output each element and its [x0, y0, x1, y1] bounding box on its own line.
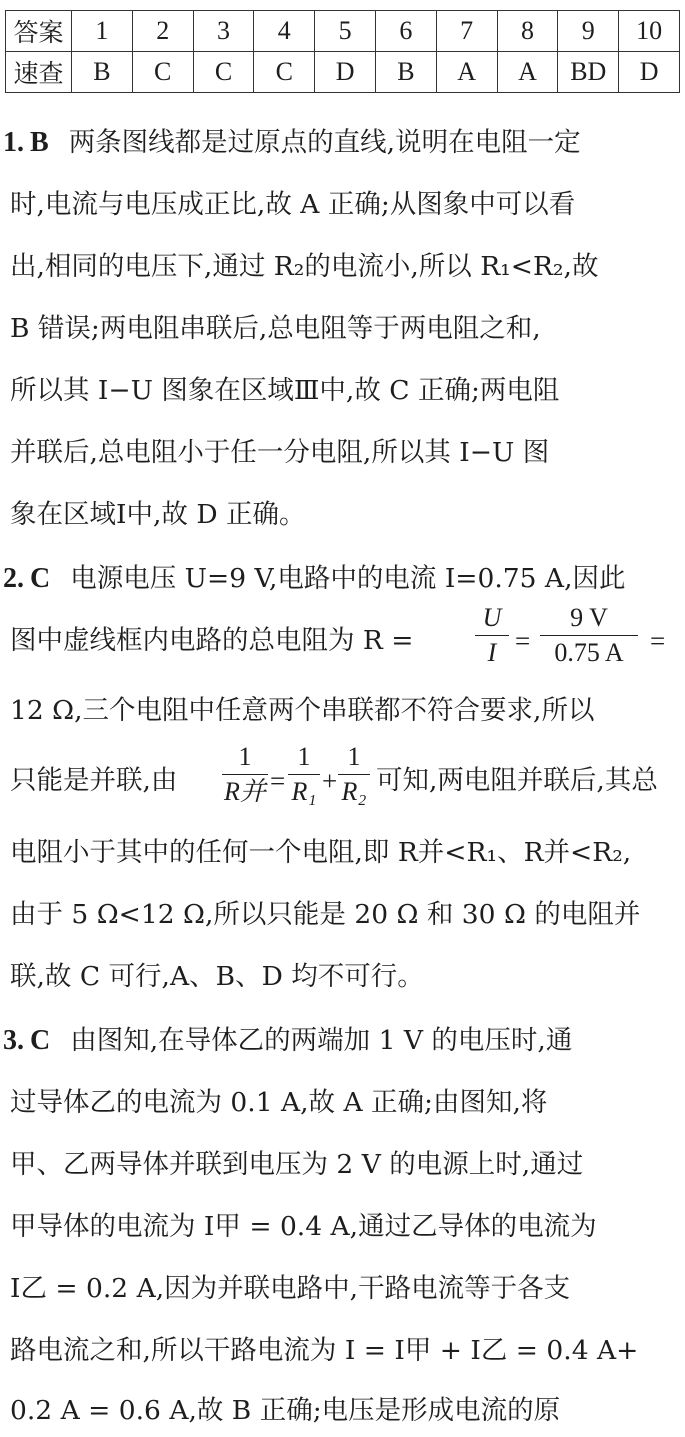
- question-number-cell: 8: [497, 11, 558, 52]
- fraction-bar: [222, 774, 268, 775]
- q3-line: [10, 1258, 685, 1320]
- q2-line: [3, 548, 685, 610]
- answer-letter: C: [30, 563, 51, 594]
- fraction-denominator: 0.75 A: [554, 638, 624, 667]
- explanation-text: 12 Ω,三个电阻中任意两个串联都不符合要求,所以: [10, 695, 595, 726]
- q1-line: [10, 174, 685, 236]
- explanation-text: 象在区域Ⅰ中,故 D 正确。: [10, 499, 306, 530]
- q3-line: [10, 1380, 685, 1437]
- q2-line: [10, 884, 685, 946]
- explanation-text: 出,相同的电压下,通过 R₂的电流小,所以 R₁<R₂,故: [10, 251, 599, 282]
- q2-line: [10, 680, 685, 742]
- q3-line: [10, 1072, 685, 1134]
- plus-sign: +: [322, 766, 338, 796]
- question-number: 3.: [3, 1025, 24, 1056]
- q3-line: [10, 1134, 685, 1196]
- question-number-cell: 10: [619, 11, 680, 52]
- explanation-text: 甲、乙两导体并联到电压为 2 V 的电源上时,通过: [10, 1149, 584, 1180]
- q2-line: [376, 750, 685, 812]
- explanation-text: 由图知,在导体乙的两端加 1 V 的电压时,通: [70, 1025, 573, 1056]
- answer-cell: A: [436, 52, 497, 93]
- answer-cell: BD: [558, 52, 619, 93]
- explanation-text: 甲导体的电流为 I甲 = 0.4 A,通过乙导体的电流为: [10, 1211, 597, 1242]
- q1-line: [10, 484, 685, 546]
- explanation-text: 两条图线都是过原点的直线,说明在电阻一定: [68, 127, 581, 158]
- q1-line: [3, 112, 685, 174]
- question-number-cell: 3: [193, 11, 254, 52]
- explanation-text: 并联后,总电阻小于任一分电阻,所以其 I−U 图: [10, 437, 550, 468]
- answer-letter: B: [30, 127, 49, 158]
- explanation-text: 图中虚线框内电路的总电阻为 R =: [10, 625, 414, 656]
- answer-cell: A: [497, 52, 558, 93]
- answer-cell: C: [193, 52, 254, 93]
- question-number-cell: 4: [254, 11, 315, 52]
- answer-letter: C: [30, 1025, 51, 1056]
- question-number-cell: 5: [315, 11, 376, 52]
- fraction: [540, 603, 638, 668]
- answer-key-answer-row: [6, 52, 680, 93]
- q3-line: [10, 1320, 685, 1382]
- fraction-denominator: R₂: [341, 777, 367, 806]
- fraction-numerator: 1: [238, 742, 252, 771]
- question-number-cell: 7: [436, 11, 497, 52]
- fraction-numerator: 1: [297, 742, 311, 771]
- fraction: [475, 603, 509, 668]
- question-number-cell: 9: [558, 11, 619, 52]
- question-number-cell: 6: [375, 11, 436, 52]
- question-number-cell: 2: [132, 11, 193, 52]
- explanation-text: 由于 5 Ω<12 Ω,所以只能是 20 Ω 和 30 Ω 的电阻并: [10, 899, 641, 930]
- q2-line: [10, 610, 470, 672]
- answer-key-header: 答案: [6, 11, 72, 52]
- explanation-text: 电阻小于其中的任何一个电阻,即 R并<R₁、R并<R₂,: [10, 837, 632, 868]
- explanation-text: 0.2 A = 0.6 A,故 B 正确;电压是形成电流的原: [10, 1395, 561, 1426]
- fraction-bar: [540, 635, 638, 636]
- question-number: 1.: [3, 127, 24, 158]
- answer-cell: D: [315, 52, 376, 93]
- explanation-text: 路电流之和,所以干路电流为 I = I甲 + I乙 = 0.4 A+: [10, 1335, 639, 1366]
- fraction-bar: [475, 635, 509, 636]
- q2-line: [10, 822, 685, 884]
- fraction-bar: [288, 774, 320, 775]
- q1-line: [10, 360, 685, 422]
- q3-line: [3, 1010, 685, 1072]
- question-number-cell: 1: [72, 11, 133, 52]
- equals-sign: =: [515, 626, 531, 656]
- fraction: [338, 742, 370, 807]
- explanation-text: 电源电压 U=9 V,电路中的电流 I=0.75 A,因此: [70, 563, 626, 594]
- q1-line: [10, 236, 685, 298]
- fraction-denominator: R₁: [291, 777, 317, 806]
- explanation-text: 可知,两电阻并联后,其总: [376, 765, 658, 796]
- explanation-text: 所以其 I−U 图象在区域Ⅲ中,故 C 正确;两电阻: [10, 375, 560, 406]
- explanation-text: B 错误;两电阻串联后,总电阻等于两电阻之和,: [10, 313, 541, 344]
- explanation-text: 只能是并联,由: [10, 765, 178, 796]
- explanation-text: 联,故 C 可行,A、B、D 均不可行。: [10, 961, 424, 992]
- fraction-denominator: I: [487, 638, 497, 667]
- q1-line: [10, 422, 685, 484]
- answer-cell: B: [72, 52, 133, 93]
- q1-line: [10, 298, 685, 360]
- question-number: 2.: [3, 563, 24, 594]
- fraction-denominator: R并: [224, 777, 266, 806]
- fraction: [222, 742, 268, 807]
- q3-line: [10, 1196, 685, 1258]
- explanation-text: 时,电流与电压成正比,故 A 正确;从图象中可以看: [10, 189, 576, 220]
- answer-key-header: 速查: [6, 52, 72, 93]
- equals-sign: =: [650, 626, 666, 656]
- equals-sign: =: [270, 766, 286, 796]
- fraction: [288, 742, 320, 807]
- explanation-text: I乙 = 0.2 A,因为并联电路中,干路电流等于各支: [10, 1273, 571, 1304]
- fraction-numerator: 9 V: [570, 603, 608, 632]
- explanation-text: 过导体乙的电流为 0.1 A,故 A 正确;由图知,将: [10, 1087, 548, 1118]
- q2-line: [10, 946, 685, 1008]
- answer-cell: C: [254, 52, 315, 93]
- fraction-numerator: 1: [347, 742, 361, 771]
- fraction-bar: [338, 774, 370, 775]
- answer-cell: C: [132, 52, 193, 93]
- answer-key-number-row: [6, 11, 680, 52]
- q2-line: [10, 750, 220, 812]
- answer-cell: D: [619, 52, 680, 93]
- answer-cell: B: [375, 52, 436, 93]
- fraction-numerator: U: [482, 603, 502, 632]
- answer-key-table: [5, 10, 680, 93]
